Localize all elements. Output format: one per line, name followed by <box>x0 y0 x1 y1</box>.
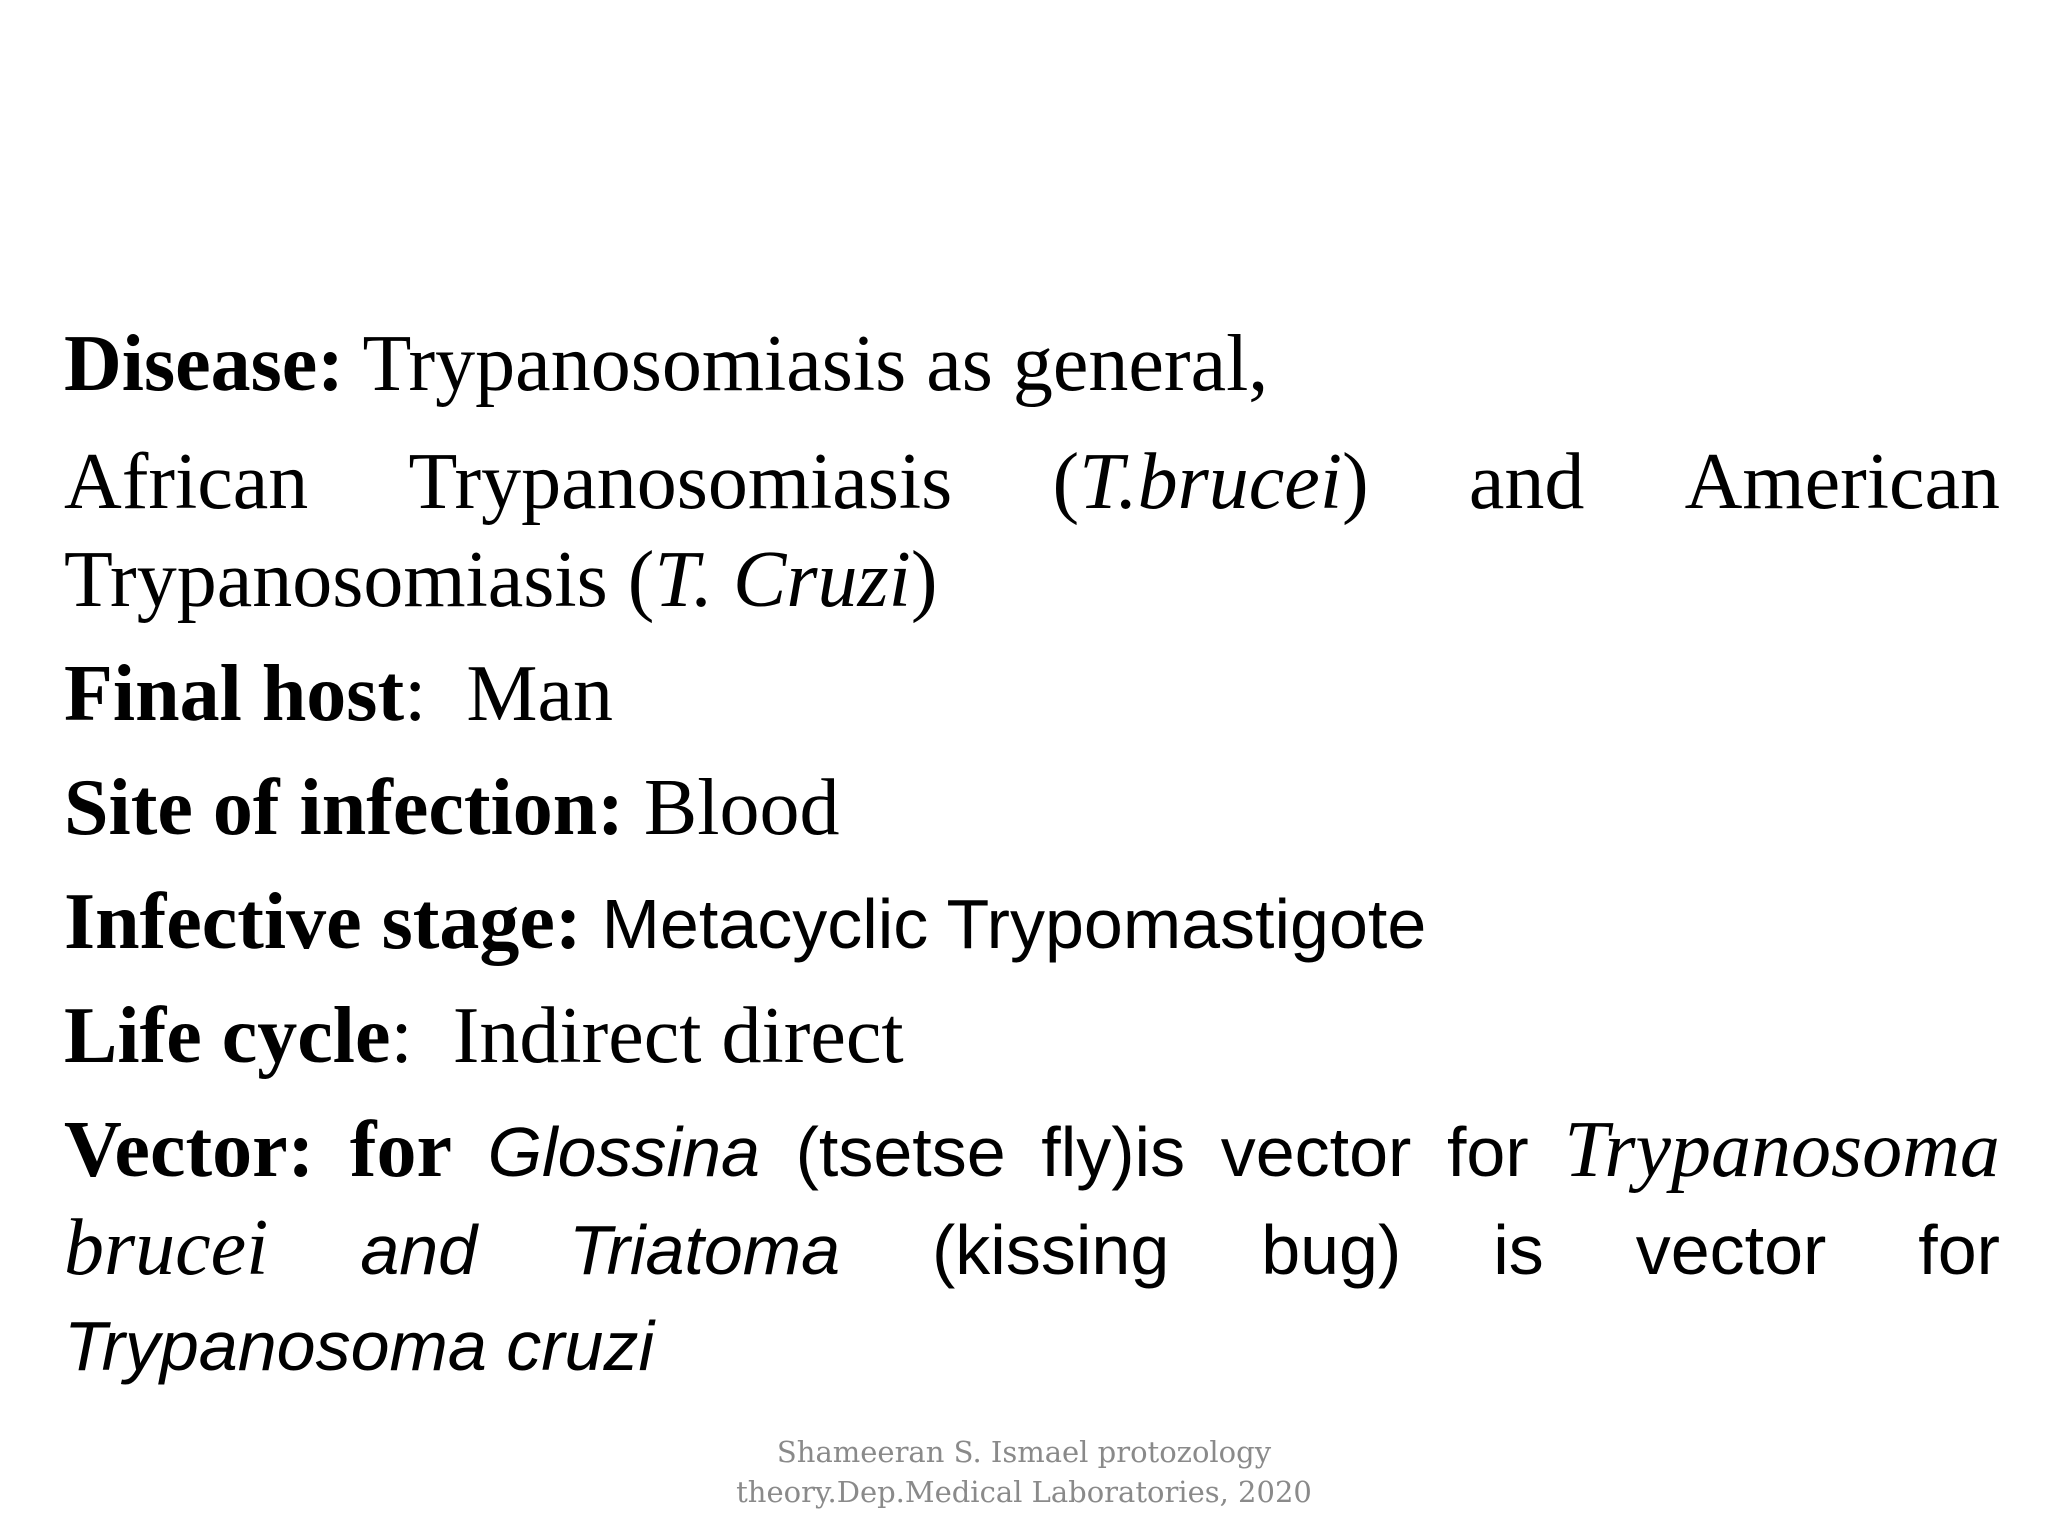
word-trypanosomiasis: Trypanosomiasis <box>408 438 953 526</box>
life-cycle-colon: : <box>390 992 413 1080</box>
tsetse: (tsetse <box>795 1113 1006 1191</box>
vector-word-2: vector <box>1635 1211 1827 1289</box>
vector-line-2 <box>64 1202 2000 1296</box>
final-host-colon: : <box>404 650 427 738</box>
glossina: Glossina <box>487 1113 760 1191</box>
footer-line-2: theory.Dep.Medical Laboratories, 2020 <box>736 1475 1312 1509</box>
vector-line-3 <box>64 1298 2000 1392</box>
paren-close: ) <box>1342 438 1369 526</box>
vector-label: Vector: <box>64 1106 315 1194</box>
vector-line-1 <box>64 1104 2000 1198</box>
is-word: is <box>1493 1211 1544 1289</box>
disease-label: Disease: <box>64 320 344 408</box>
fly-is: fly)is <box>1041 1113 1186 1191</box>
word-african: African <box>64 438 309 526</box>
disease-detail-line-1 <box>64 436 2000 528</box>
vector-for: for <box>349 1106 452 1194</box>
life-cycle-value: Indirect direct <box>452 992 904 1080</box>
paren-close-2: ) <box>910 536 938 624</box>
bug: bug) <box>1261 1211 1402 1289</box>
trypanosoma-cruzi: Trypanosoma cruzi <box>64 1307 655 1385</box>
disease-value: Trypanosomiasis as general, <box>362 320 1269 408</box>
paren-open: ( <box>1052 438 1080 526</box>
vector-and: and <box>360 1211 478 1289</box>
infective-value: Metacyclic Trypomastigote <box>601 885 1427 963</box>
infective-line <box>64 876 2000 970</box>
vector-for-3: for <box>1918 1211 2000 1289</box>
disease-line <box>64 318 2000 410</box>
site-line <box>64 762 2000 854</box>
vector-for-2: for <box>1446 1113 1529 1191</box>
final-host-label: Final host <box>64 650 405 738</box>
brucei: brucei <box>64 1204 269 1292</box>
final-host-line <box>64 648 2000 740</box>
site-value: Blood <box>643 764 840 852</box>
word-american: American <box>1684 438 2000 526</box>
trypanosomiasis-text: Trypanosomiasis ( <box>64 536 655 624</box>
footer <box>0 1432 2048 1512</box>
infective-label: Infective stage: <box>64 878 582 966</box>
life-cycle-label: Life cycle <box>64 992 391 1080</box>
species-tcruzi: T. Cruzi <box>654 536 911 624</box>
vector-word: vector <box>1220 1113 1412 1191</box>
disease-detail-line-2 <box>64 534 2000 626</box>
site-label: Site of infection: <box>64 764 624 852</box>
kissing: (kissing <box>931 1211 1170 1289</box>
triatoma: Triatoma <box>569 1211 841 1289</box>
word-and: and <box>1468 438 1585 526</box>
life-cycle-line <box>64 990 2000 1082</box>
final-host-value: Man <box>466 650 613 738</box>
species-tbrucei: T.brucei <box>1079 438 1343 526</box>
species-tbrucei-group <box>1052 436 1368 528</box>
footer-line-1: Shameeran S. Ismael protozology <box>776 1435 1272 1469</box>
trypanosoma: Trypanosoma <box>1564 1106 2000 1194</box>
